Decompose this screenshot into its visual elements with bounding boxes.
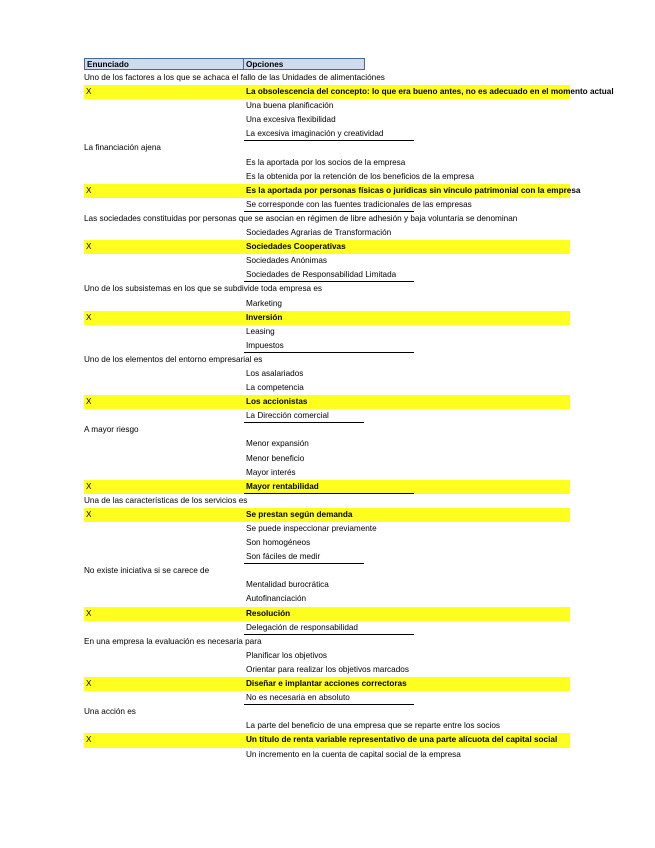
question-statement: Uno de los elementos del entorno empresarial es: [84, 354, 263, 364]
option-text: Sociedades Cooperativas: [246, 242, 346, 252]
option-row: [84, 592, 570, 606]
correct-option-row: [84, 85, 614, 99]
option-text: Menor beneficio: [246, 453, 305, 463]
option-text: Una buena planificación: [246, 101, 334, 111]
option-text: No es necesaria en absoluto: [246, 693, 350, 703]
option-text: Menor expansión: [246, 439, 309, 449]
question-statement: Una de las características de los servicios es: [84, 495, 248, 505]
option-row: [84, 367, 570, 381]
option-text: Los asalariados: [246, 368, 304, 378]
option-row: [84, 254, 570, 268]
option-text: Los accionistas: [246, 397, 308, 407]
option-row: [84, 226, 570, 240]
option-text: Una excesiva flexibilidad: [246, 115, 336, 125]
option-row: [84, 649, 570, 663]
question-statement: A mayor riesgo: [84, 425, 139, 435]
option-row: [84, 170, 570, 184]
option-row: [84, 691, 570, 705]
option-row: [84, 437, 570, 451]
option-text: Son fáciles de medir: [246, 552, 321, 562]
option-text: Un título de renta variable representativo de una parte alícuota del capital social: [246, 735, 558, 745]
question-statement: Uno de los factores a los que se achaca el fallo de las Unidades de alimentaciónes: [84, 73, 385, 82]
option-text: Resolución: [246, 608, 291, 618]
option-text: Es la obtenida por la retención de los beneficios de la empresa: [246, 171, 475, 181]
correct-option-row: [84, 395, 570, 409]
option-row: [84, 268, 570, 282]
correct-mark: X: [86, 242, 92, 252]
option-row: [84, 522, 570, 536]
option-text: Inversión: [246, 312, 283, 322]
option-row: [84, 663, 570, 677]
option-row: [84, 621, 570, 635]
option-row: [84, 578, 570, 592]
option-text: Mentalidad burocrática: [246, 580, 329, 590]
option-row: [84, 550, 570, 564]
option-text: Orientar para realizar los objetivos marcados: [246, 664, 409, 674]
option-row: [84, 198, 570, 212]
question-statement: La financiación ajena: [84, 143, 161, 153]
option-text: Mayor interés: [246, 467, 296, 477]
correct-mark: X: [86, 509, 92, 519]
option-text: Impuestos: [246, 340, 284, 350]
option-text: Se corresponde con las fuentes tradicionales de las empresas: [246, 199, 472, 209]
option-text: Mayor rentabilidad: [246, 481, 319, 491]
option-text: La parte del beneficio de una empresa que se reparte entre los socios: [246, 721, 500, 731]
option-text: Marketing: [246, 298, 282, 308]
option-text: Sociedades Anónimas: [246, 256, 328, 266]
option-row: [84, 339, 570, 353]
option-text: La excesiva imaginación y creatividad: [246, 129, 384, 139]
option-row: [84, 748, 570, 762]
option-row: [84, 297, 570, 311]
option-text: Sociedades de Responsabilidad Limitada: [246, 270, 397, 280]
option-row: [84, 325, 570, 339]
option-row: [84, 99, 570, 113]
answer-sheet: [84, 58, 614, 762]
correct-mark: X: [86, 481, 92, 491]
option-row: [84, 719, 570, 733]
correct-mark: X: [86, 608, 92, 618]
question-statement: En una empresa la evaluación es necesaria para: [84, 636, 262, 646]
option-text: Se prestan según demanda: [246, 509, 353, 519]
option-row: [84, 536, 570, 550]
correct-option-row: [84, 508, 570, 522]
option-text: La Dirección comercial: [246, 411, 329, 421]
correct-option-row: [84, 677, 570, 691]
option-text: Diseñar e implantar acciones correctoras: [246, 679, 407, 689]
correct-mark: X: [86, 397, 92, 407]
option-row: [84, 113, 570, 127]
option-text: Delegación de responsabilidad: [246, 622, 358, 632]
question-statement: Las sociedades constituidas por personas que se asocian en régimen de libre adhesión y baja voluntaria se denominan: [84, 213, 518, 223]
option-text: Leasing: [246, 326, 275, 336]
question-list: [84, 71, 614, 762]
question-statement: Una acción es: [84, 707, 136, 717]
option-row: [84, 409, 570, 423]
option-text: Autofinanciación: [246, 594, 307, 604]
correct-option-row: [84, 733, 570, 747]
correct-mark: X: [86, 185, 92, 195]
header-opciones: Opciones: [244, 58, 365, 70]
correct-option-row: [84, 184, 581, 198]
correct-option-row: [84, 607, 570, 621]
correct-mark: X: [86, 87, 92, 97]
correct-option-row: [84, 311, 570, 325]
option-text: Se puede inspeccionar previamente: [246, 524, 377, 533]
question-statement: Uno de los subsistemas en los que se subdivide toda empresa es: [84, 284, 323, 294]
correct-mark: X: [86, 735, 92, 745]
header-enunciado: Enunciado: [84, 58, 244, 70]
option-text: Son homogéneos: [246, 538, 311, 548]
correct-option-row: [84, 240, 570, 254]
option-row: [84, 156, 570, 170]
option-text: Planificar los objetivos: [246, 650, 328, 660]
option-text: Un incremento en la cuenta de capital social de la empresa: [246, 749, 461, 759]
option-text: La obsolescencia del concepto: lo que era bueno antes, no es adecuado en el momento actual: [246, 87, 614, 97]
header-row: [84, 58, 570, 71]
correct-mark: X: [86, 312, 92, 322]
option-text: Es la aportada por personas físicas o jurídicas sin vínculo patrimonial con la empresa: [246, 185, 581, 195]
option-row: [84, 452, 570, 466]
question-statement: No existe iniciativa si se carece de: [84, 566, 210, 576]
correct-mark: X: [86, 679, 92, 689]
correct-option-row: [84, 480, 570, 494]
option-text: Es la aportada por los socios de la empresa: [246, 157, 406, 167]
option-row: [84, 381, 570, 395]
option-row: [84, 127, 570, 141]
option-text: La competencia: [246, 383, 304, 393]
option-text: Sociedades Agrarias de Transformación: [246, 228, 392, 238]
option-row: [84, 466, 570, 480]
